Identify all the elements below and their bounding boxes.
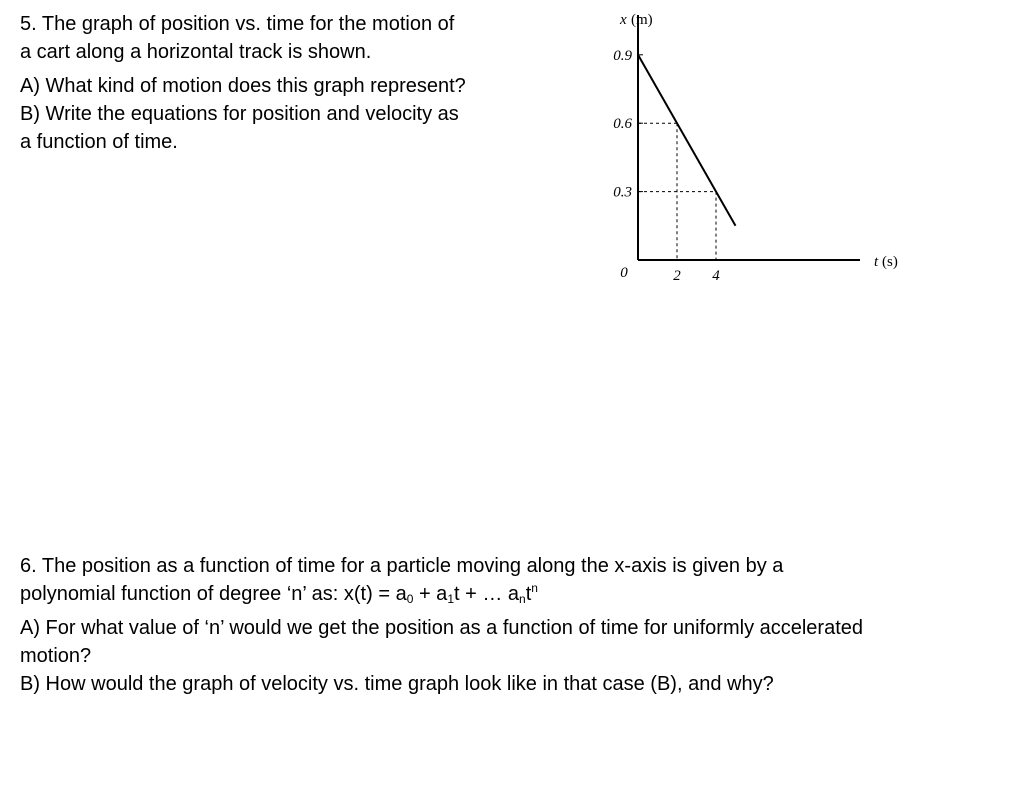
q5-line-1: 5. The graph of position vs. time for the motion of [20, 13, 455, 35]
q6-part-b: B) How would the graph of velocity vs. time graph look like in that case (B), and why? [20, 673, 774, 695]
q6-part-a-line-1: A) For what value of ‘n’ would we get the position as a function of time for uniformly accelerated [20, 617, 864, 639]
y-tick-labels [613, 48, 632, 201]
q5-part-a: A) What kind of motion does this graph represent? [20, 75, 466, 97]
q6-t-plus: t + … a [454, 583, 520, 605]
x-tick-label: 2 [673, 268, 681, 284]
data-line [638, 55, 736, 226]
q6-line-2 [20, 580, 1010, 608]
question-6 [20, 552, 1010, 698]
q6-line-1: 6. The position as a function of time for a particle moving along the x-axis is given by a [20, 555, 784, 577]
y-axis-title [619, 12, 653, 28]
q6-plus-a: + a [413, 583, 448, 605]
origin-label: 0 [620, 265, 628, 281]
position-time-graph [590, 0, 930, 300]
x-axis-unit: (s) [882, 254, 898, 270]
q5-part-b-line-1: B) Write the equations for position and velocity as [20, 103, 459, 125]
question-5 [20, 10, 560, 156]
q6-t: t [525, 583, 532, 605]
y-tick-label: 0.9 [613, 47, 632, 64]
y-tick-label: 0.3 [613, 184, 632, 201]
q6-part-a-line-2: motion? [20, 645, 92, 667]
x-axis-variable: t [874, 254, 879, 270]
y-axis-variable: x [620, 12, 627, 28]
subscript-1: 1 [447, 592, 454, 606]
q5-part-b-line-2: a function of time. [20, 131, 178, 153]
superscript-n: n [531, 581, 538, 595]
x-tick-labels [673, 268, 720, 284]
y-axis-unit: (m) [631, 12, 653, 28]
y-tick-label: 0.6 [613, 116, 632, 133]
q6-line-2-text: polynomial function of degree ‘n’ as: x(t) = a [20, 583, 407, 605]
x-axis-title [874, 254, 898, 270]
q5-line-2: a cart along a horizontal track is shown. [20, 41, 372, 63]
guide-lines [638, 123, 716, 260]
x-tick-label: 4 [712, 268, 720, 284]
subscript-n: n [519, 592, 526, 606]
subscript-0: 0 [406, 592, 414, 606]
